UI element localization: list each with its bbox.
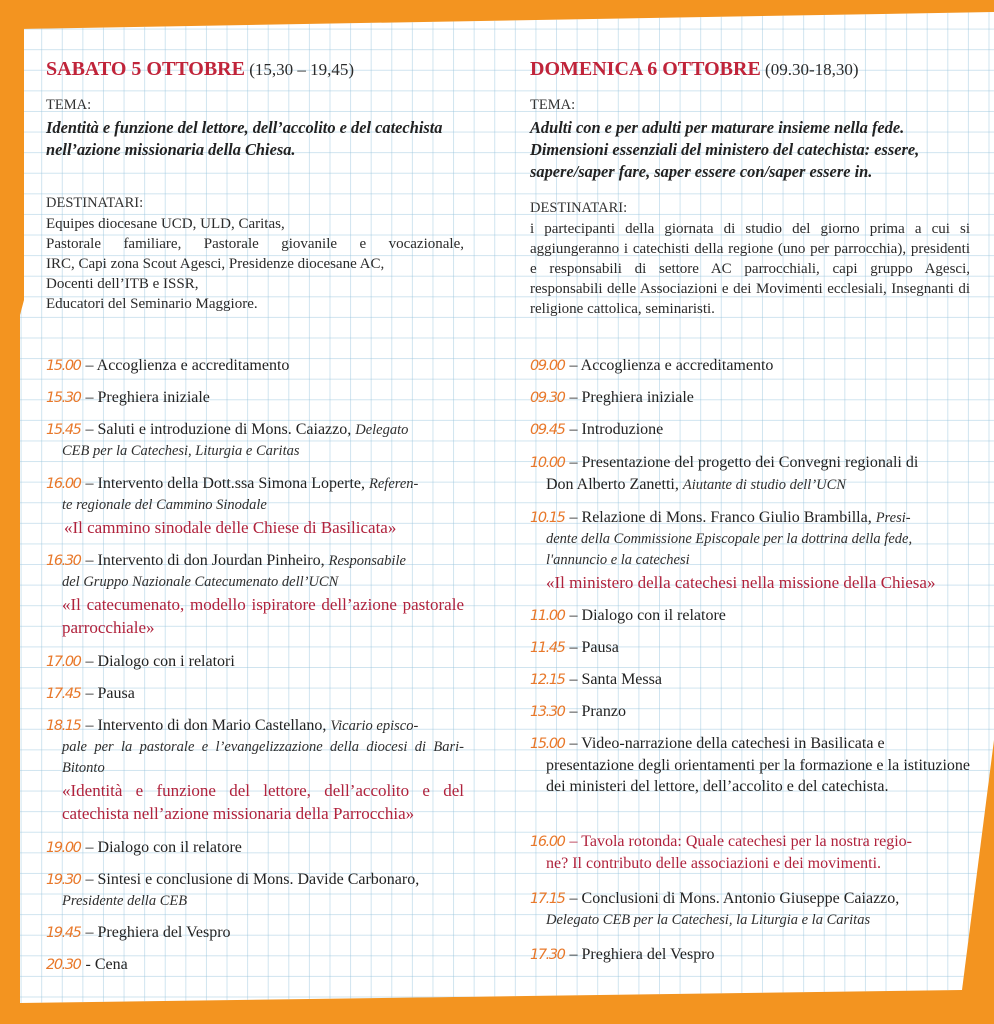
program-time: 15.00 (46, 358, 81, 374)
program-role: Responsabile (328, 553, 406, 569)
program-role: Referen- (369, 476, 419, 492)
sunday-title: DOMENICA 6 OTTOBRE (530, 58, 761, 80)
program-desc: – Tavola rotonda: Quale catechesi per la nostra regio- (565, 833, 912, 850)
program-item (46, 837, 464, 859)
saturday-heading (46, 58, 354, 81)
destinatari-line: Educatori del Seminario Maggiore. (46, 296, 258, 312)
program-desc: – Pausa (81, 685, 135, 702)
program-desc: – Santa Messa (565, 671, 662, 688)
program-talk-title: «Il ministero della catechesi nella missione della Chiesa» (546, 573, 936, 592)
program-item (46, 651, 464, 673)
sunday-hours: (09.30-18,30) (760, 60, 859, 79)
program-time: 15.00 (530, 736, 565, 752)
program-desc: – Sintesi e conclusione di Mons. Davide Carbonaro, (81, 871, 420, 888)
program-item (46, 869, 464, 912)
program-time: 19.30 (46, 872, 81, 888)
program-desc: – Preghiera del Vespro (81, 924, 231, 941)
program-talk-title: «Identità e funzione del lettore, dell’accolito e del catechista nell’azione missionaria della Parrocchia» (62, 781, 464, 823)
program-desc: – Intervento di don Jourdan Pinheiro, (81, 552, 329, 569)
program-time: 16.30 (46, 553, 81, 569)
program-desc: – Accoglienza e accreditamento (81, 357, 290, 374)
program-item (530, 605, 970, 627)
sunday-tema-text: Adulti con e per adulti per maturare insieme nella fede. Dimensioni essenziali del ministero del catechista: essere, sapere/saper fare, saper essere con/saper essere in. (530, 118, 920, 181)
saturday-destinatari (46, 214, 464, 314)
saturday-destinatari-label: DESTINATARI: (46, 195, 144, 211)
program-item (530, 831, 970, 874)
program-desc: – Dialogo con il relatore (565, 607, 726, 624)
program-time: 10.15 (530, 510, 565, 526)
destinatari-line: IRC, Capi zona Scout Agesci, Presidenze diocesane AC, (46, 256, 385, 272)
program-item (46, 922, 464, 944)
sunday-heading (530, 58, 859, 81)
program-desc: – Dialogo con i relatori (81, 653, 235, 670)
program-role: Delegato CEB per la Catechesi, la Liturgia e la Caritas (546, 912, 871, 928)
program-time: 11.00 (530, 608, 565, 624)
program-time: 15.30 (46, 390, 81, 406)
program-desc: – Accoglienza e accreditamento (565, 357, 774, 374)
saturday-hours: (15,30 – 19,45) (244, 60, 355, 79)
program-role: te regionale del Cammino Sinodale (62, 497, 267, 513)
program-item (530, 387, 970, 409)
program-time: 10.00 (530, 455, 565, 471)
program-desc: – Video-narrazione della catechesi in Basilicata e (565, 735, 885, 752)
sunday-destinatari: i partecipanti della giornata di studio del giorno prima a cui si aggiungeranno i catechisti della regione (uno per parrocchia), presidenti e responsabili di settore AC parrocchiali, capi gruppo Agesci, responsabili delle Associazioni e dei Movimenti ecclesiali, Insegnanti di religione cattolica, seminaristi. (530, 221, 970, 317)
program-role: dente della Commissione Episcopale per la dottrina della fede, l'annuncio e la catechesi (546, 531, 913, 568)
program-time: 09.45 (530, 422, 565, 438)
program-role: Presidente della CEB (62, 893, 188, 909)
program-desc: – Presentazione del progetto dei Convegni regionali di (565, 454, 919, 471)
program-item (530, 888, 970, 931)
program-role: pale per la pastorale e l’evangelizzazione della diocesi di Bari-Bitonto (62, 739, 464, 776)
program-time: 16.00 (530, 834, 565, 850)
destinatari-line: Pastorale familiare, Pastorale giovanile e vocazionale, (46, 236, 464, 252)
program-item (530, 452, 970, 496)
program-time: 16.00 (46, 476, 81, 492)
program-time: 17.30 (530, 947, 565, 963)
program-time: 17.45 (46, 686, 81, 702)
program-time: 12.15 (530, 672, 565, 688)
program-time: 09.00 (530, 358, 565, 374)
program-time: 19.45 (46, 925, 81, 941)
program-desc: – Intervento della Dott.ssa Simona Loperte, (81, 475, 369, 492)
program-item (530, 944, 970, 966)
program-desc: – Pausa (565, 639, 619, 656)
program-item (46, 715, 464, 825)
program-desc: Don Alberto Zanetti, (546, 476, 683, 493)
program-desc: – Preghiera del Vespro (565, 946, 715, 963)
saturday-tema-label: TEMA: (46, 97, 92, 113)
program-desc: ne? Il contributo delle associazioni e dei movimenti. (546, 855, 882, 872)
program-desc: – Intervento di don Mario Castellano, (81, 717, 331, 734)
program-role: Delegato (355, 422, 409, 438)
program-item (46, 954, 464, 976)
program-time: 13.30 (530, 704, 565, 720)
program-role: del Gruppo Nazionale Catecumenato dell’UCN (62, 574, 339, 590)
program-time: 17.00 (46, 654, 81, 670)
program-desc: – Pranzo (565, 703, 626, 720)
program-time: 15.45 (46, 422, 81, 438)
program-role: Vicario episco- (330, 718, 419, 734)
program-desc: – Preghiera iniziale (565, 389, 694, 406)
destinatari-line: Equipes diocesane UCD, ULD, Caritas, (46, 216, 285, 232)
program-item (530, 507, 970, 594)
program-item (46, 550, 464, 639)
destinatari-line: Docenti dell’ITB e ISSR, (46, 276, 199, 292)
program-desc: – Preghiera iniziale (81, 389, 210, 406)
program-item (46, 419, 464, 462)
program-time: 17.15 (530, 891, 565, 907)
program-desc: – Relazione di Mons. Franco Giulio Brambilla, (565, 509, 876, 526)
program-item (530, 637, 970, 659)
sunday-tema-label: TEMA: (530, 97, 576, 113)
program-item (46, 473, 464, 539)
program-talk-title: «Il cammino sinodale delle Chiese di Basilicata» (64, 518, 397, 537)
program-time: 18.15 (46, 718, 81, 734)
program-time: 19.00 (46, 840, 81, 856)
program-desc: presentazione degli orientamenti per la formazione e la istituzione dei ministeri del lettore, dell’accolito e del catechista. (546, 757, 970, 795)
program-item (46, 387, 464, 409)
program-role: CEB per la Catechesi, Liturgia e Caritas (62, 443, 300, 459)
program-desc: – Introduzione (565, 421, 664, 438)
program-role: Presi- (875, 510, 911, 526)
program-item (530, 733, 970, 797)
program-desc: – Saluti e introduzione di Mons. Caiazzo, (81, 421, 356, 438)
program-time: 20.30 (46, 957, 81, 973)
saturday-title: SABATO 5 OTTOBRE (46, 58, 245, 80)
saturday-tema-text: Identità e funzione del lettore, dell’accolito e del catechista nell’azione missionaria della Chiesa. (46, 118, 443, 159)
program-item (530, 419, 970, 441)
program-desc: – Conclusioni di Mons. Antonio Giuseppe Caiazzo, (565, 890, 900, 907)
program-item (46, 355, 464, 377)
program-item (530, 355, 970, 377)
program-role: Aiutante di studio dell’UCN (682, 477, 846, 493)
program-time: 11.45 (530, 640, 565, 656)
sunday-destinatari-label: DESTINATARI: (530, 200, 628, 216)
program-item (530, 701, 970, 723)
program-item (530, 669, 970, 691)
program-desc: – Dialogo con il relatore (81, 839, 242, 856)
program-talk-title: «Il catecumenato, modello ispiratore dell’azione pastorale parrocchiale» (62, 595, 464, 637)
program-item (46, 683, 464, 705)
program-time: 09.30 (530, 390, 565, 406)
program-desc: - Cena (81, 956, 128, 973)
